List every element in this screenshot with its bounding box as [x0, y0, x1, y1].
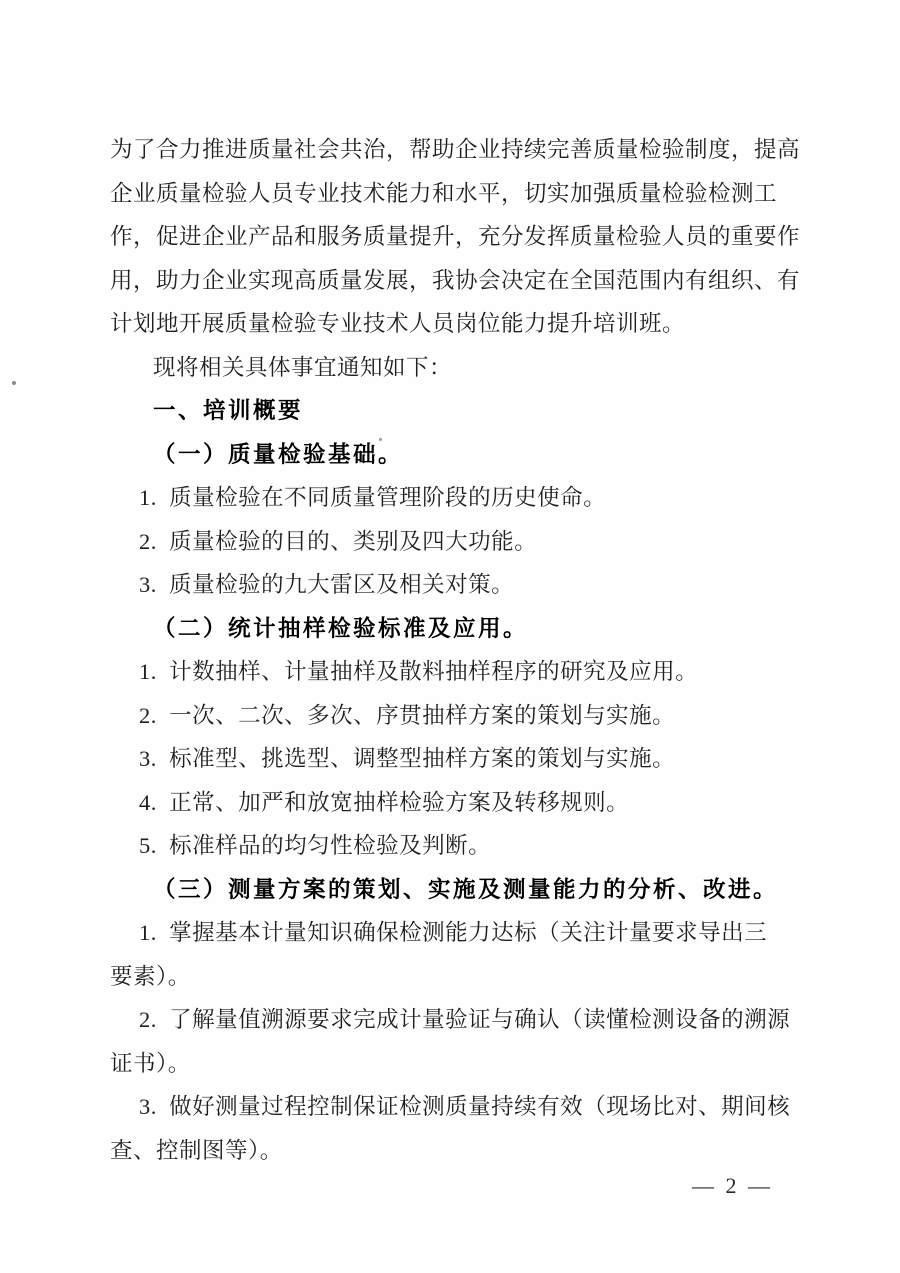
text-line: 3. 标准型、挑选型、调整型抽样方案的策划与实施。 [139, 746, 676, 771]
text-line: 2. 了解量值溯源要求完成计量验证与确认（读懂检测设备的溯源 [139, 1007, 791, 1032]
text-line: 现将相关具体事宜通知如下： [153, 354, 453, 380]
text-line: 查、控制图等）。 [110, 1137, 283, 1163]
scan-speck [12, 381, 16, 385]
text-line: 2. 一次、二次、多次、序贯抽样方案的策划与实施。 [139, 702, 676, 728]
text-line: 证书）。 [110, 1050, 191, 1076]
text-line: 1. 质量检验在不同质量管理阶段的历史使命。 [139, 485, 607, 510]
page-number: — 2 — [692, 1173, 773, 1198]
text-line: 作，促进企业产品和服务质量提升，充分发挥质量检验人员的重要作 [110, 224, 801, 249]
document-lines [110, 128, 810, 1172]
text-line: 要素）。 [110, 963, 191, 989]
text-line: 计划地开展质量检验专业技术人员岗位能力提升培训班。 [110, 311, 686, 336]
text-line: 用，助力企业实现高质量发展，我协会决定在全国范围内有组织、有 [110, 267, 801, 293]
text-line: 3. 质量检验的九大雷区及相关对策。 [139, 572, 515, 597]
text-line: 为了合力推进质量社会共治，帮助企业持续完善质量检验制度，提高 [110, 137, 801, 162]
text-line: 5. 标准样品的均匀性检验及判断。 [139, 833, 492, 858]
section-heading: 一、培训概要 [153, 398, 304, 423]
text-line: 2. 质量检验的目的、类别及四大功能。 [139, 528, 538, 554]
text-line: 1. 计数抽样、计量抽样及散料抽样程序的研究及应用。 [139, 659, 699, 684]
section-heading: （三）测量方案的策划、实施及测量能力的分析、改进。 [153, 876, 779, 902]
text-line: 3. 做好测量过程控制保证检测质量持续有效（现场比对、期间核 [139, 1094, 791, 1119]
section-heading: （一）质量检验基础。 [153, 441, 404, 467]
scan-speck [379, 438, 382, 441]
text-line: 企业质量检验人员专业技术能力和水平，切实加强质量检验检测工 [110, 180, 778, 206]
section-heading: （二）统计抽样检验标准及应用。 [153, 615, 529, 641]
text-line: 1. 掌握基本计量知识确保检测能力达标（关注计量要求导出三 [139, 920, 768, 945]
text-line: 4. 正常、加严和放宽抽样检验方案及转移规则。 [139, 789, 630, 815]
